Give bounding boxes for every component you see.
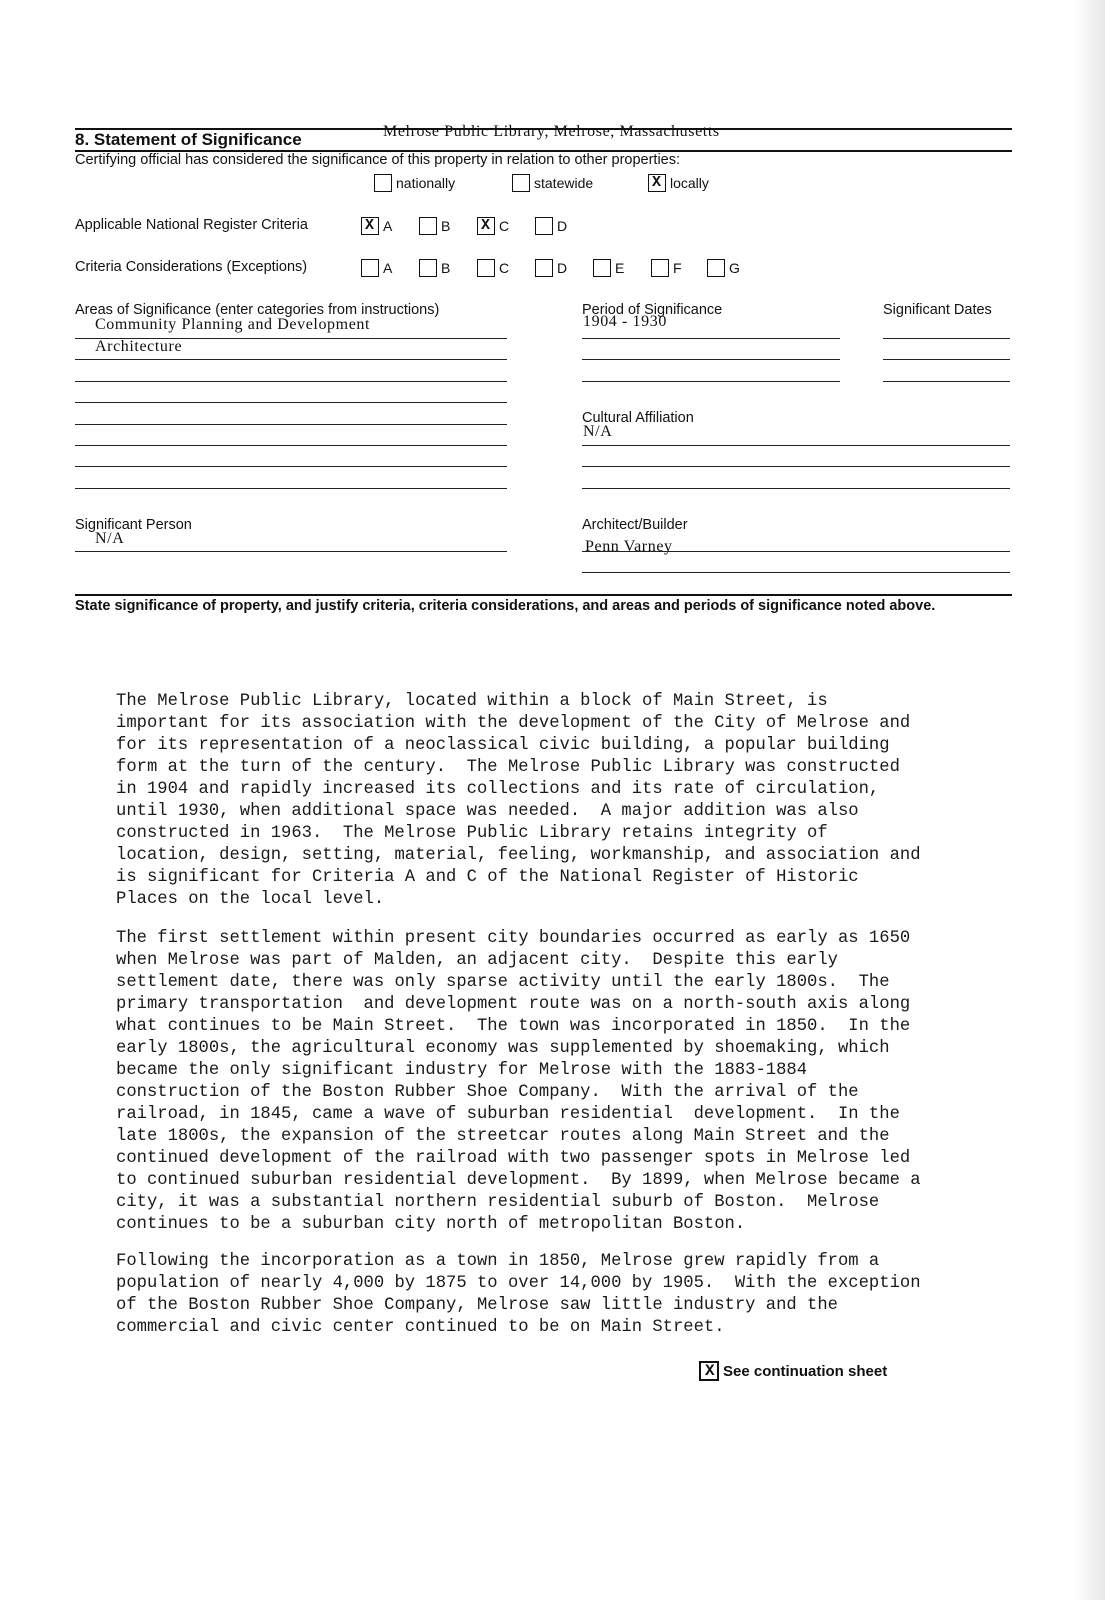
instruction-text: State significance of property, and justify criteria, criteria considerations, and areas and periods of significance noted above. xyxy=(75,598,936,614)
period-line xyxy=(582,381,840,382)
instruction-rule xyxy=(75,594,1012,596)
areas-label: Areas of Significance (enter categories from instructions) xyxy=(75,302,440,318)
areas-line xyxy=(75,402,507,403)
scan-edge-shadow xyxy=(1075,0,1105,1600)
consideration-g[interactable]: G xyxy=(707,259,740,277)
property-name: Melrose Public Library, Melrose, Massachusetts xyxy=(383,123,720,140)
areas-line xyxy=(75,488,507,489)
dates-line xyxy=(883,359,1010,360)
consideration-e[interactable]: E xyxy=(593,259,624,277)
paragraph-1: The Melrose Public Library, located within a block of Main Street, is important for its association with the development of the City of Melrose and for its representation of a neoclassical civic building, a popular building form at the turn of the century. The Melrose Public Library was constructed in 1904 and rapidly increased its collections and its rate of circulation, until 1930, when additional space was needed. A major addition was also constructed in 1963. The Melrose Public Library retains integrity of location, design, setting, material, feeling, workmanship, and association and is significant for Criteria A and C of the National Register of Historic Places on the local level. xyxy=(116,692,921,909)
considerations-label: Criteria Considerations (Exceptions) xyxy=(75,259,308,275)
dates-label: Significant Dates xyxy=(883,302,992,318)
area-value-2: Architecture xyxy=(95,338,183,355)
checkbox[interactable] xyxy=(707,259,725,277)
criteria-b[interactable]: B xyxy=(419,217,450,235)
areas-line xyxy=(75,466,507,467)
checkbox[interactable] xyxy=(512,174,530,192)
criteria-label: Applicable National Register Criteria xyxy=(75,217,308,233)
period-line xyxy=(582,338,840,339)
area-value-1: Community Planning and Development xyxy=(95,316,371,333)
cultural-label: Cultural Affiliation xyxy=(582,410,694,426)
architect-label: Architect/Builder xyxy=(582,517,688,533)
checkbox[interactable] xyxy=(535,259,553,277)
section-title: 8. Statement of Significance xyxy=(75,130,302,149)
check-mark: X xyxy=(652,174,662,191)
checkbox-checked[interactable]: X xyxy=(361,217,379,235)
checkbox[interactable] xyxy=(477,259,495,277)
period-line xyxy=(582,359,840,360)
consideration-b[interactable]: B xyxy=(419,259,450,277)
continuation-sheet-checkbox[interactable] xyxy=(699,1361,887,1381)
cultural-line xyxy=(582,466,1010,467)
period-label: Period of Significance xyxy=(582,302,723,318)
person-line xyxy=(75,551,507,552)
checkbox[interactable] xyxy=(535,217,553,235)
checkbox[interactable] xyxy=(419,217,437,235)
areas-line xyxy=(75,381,507,382)
dates-line xyxy=(883,338,1010,339)
areas-line xyxy=(75,445,507,446)
paragraph-3: Following the incorporation as a town in 1850, Melrose grew rapidly from a population of nearly 4,000 by 1875 to over 14,000 by 1905. With the exception of the Boston Rubber Shoe Company, Melrose saw little industry and the commercial and civic center continued to be on Main Street. xyxy=(116,1252,921,1337)
architect-line xyxy=(582,572,1010,573)
areas-line xyxy=(75,424,507,425)
architect-line xyxy=(582,551,1010,552)
checkbox[interactable] xyxy=(361,259,379,277)
areas-line xyxy=(75,338,507,339)
consideration-a[interactable]: A xyxy=(361,259,392,277)
checkbox[interactable] xyxy=(374,174,392,192)
checkbox[interactable] xyxy=(419,259,437,277)
architect-value: Penn Varney xyxy=(585,538,673,555)
checkbox-checked[interactable]: X xyxy=(477,217,495,235)
consideration-d[interactable]: D xyxy=(535,259,567,277)
option-nationally[interactable]: nationally xyxy=(374,174,455,192)
option-statewide[interactable]: statewide xyxy=(512,174,593,192)
checkbox[interactable] xyxy=(651,259,669,277)
consideration-f[interactable]: F xyxy=(651,259,682,277)
checkbox-checked[interactable] xyxy=(648,174,666,192)
criteria-a[interactable]: X A xyxy=(361,217,392,235)
person-value: N/A xyxy=(95,530,125,547)
checkbox-checked[interactable]: X xyxy=(699,1361,719,1381)
period-value: 1904 - 1930 xyxy=(583,313,667,330)
checkbox[interactable] xyxy=(593,259,611,277)
paragraph-2: The first settlement within present city boundaries occurred as early as 1650 when Melrose was part of Malden, an adjacent city. Despite this early settlement date, there was only sparse activity until the early 1800s. The primary transportation and development route was on a north-south axis along what continues to be Main Street. The town was incorporated in 1850. In the early 1800s, the agricultural economy was supplemented by shoemaking, which became the only significant industry for Melrose with the 1883-1884 construction of the Boston Rubber Shoe Company. With the arrival of the railroad, in 1845, came a wave of suburban residential development. In the late 1800s, the expansion of the streetcar routes along Main Street and the continued development of the railroad with two passenger spots in Melrose led to continued suburban residential development. By 1899, when Melrose became a city, it was a substantial northern residential suburb of Boston. Melrose continues to be a suburban city north of metropolitan Boston. xyxy=(116,929,921,1234)
consideration-c[interactable]: C xyxy=(477,259,509,277)
continuation-label: See continuation sheet xyxy=(723,1362,888,1380)
cultural-line xyxy=(582,445,1010,446)
certifying-label: Certifying official has considered the significance of this property in relation to other properties: xyxy=(75,152,681,168)
option-locally[interactable]: X locally xyxy=(648,174,709,192)
areas-line xyxy=(75,359,507,360)
dates-line xyxy=(883,381,1010,382)
cultural-line xyxy=(582,488,1010,489)
criteria-d[interactable]: D xyxy=(535,217,567,235)
cultural-value: N/A xyxy=(583,423,613,440)
person-label: Significant Person xyxy=(75,517,192,533)
criteria-c[interactable]: X C xyxy=(477,217,509,235)
